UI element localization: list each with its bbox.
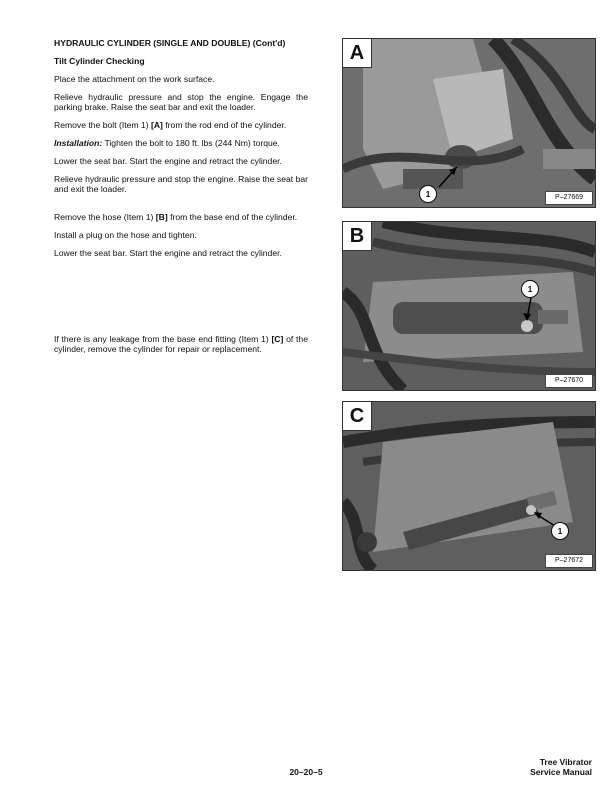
step-install-plug: Install a plug on the hose and tighten. — [54, 230, 197, 240]
step-lower-seat-bar: Lower the seat bar. Start the engine and retract the cylinder. — [54, 156, 282, 166]
manual-title-line1: Tree Vibrator — [539, 757, 592, 767]
step-relieve-pressure-2: Relieve hydraulic pressure and stop the engine. Raise the seat bar and exit the loader. — [54, 174, 308, 194]
instructions-column — [54, 38, 308, 354]
manual-title-line2: Service Manual — [530, 767, 592, 777]
section-heading: HYDRAULIC CYLINDER (SINGLE AND DOUBLE) (Cont'd) — [54, 38, 286, 48]
figure-b-callout: 1 — [521, 280, 539, 298]
figure-a-label: A — [343, 39, 372, 68]
step-place-attachment: Place the attachment on the work surface. — [54, 74, 215, 84]
page-number: 20–20–5 — [289, 767, 323, 777]
figure-b-photo-number: P–27670 — [545, 374, 593, 388]
figure-b-label: B — [343, 222, 372, 251]
installation-label: Installation: — [54, 138, 103, 148]
figure-b-illustration — [343, 222, 595, 390]
figure-a-photo — [342, 38, 596, 208]
figure-c-photo — [342, 401, 596, 571]
figure-c-callout: 1 — [551, 522, 569, 540]
figure-ref-a: [A] — [150, 120, 163, 130]
step-leakage-check: If there is any leakage from the base end fitting (Item 1) [C] of the cylinder, remove the cylinder for repair or replacement. — [54, 334, 308, 354]
step-installation-note: Installation: Tighten the bolt to 180 ft. lbs (244 Nm) torque. — [54, 138, 280, 148]
manual-title — [530, 757, 592, 777]
figure-ref-c: [C] — [271, 334, 284, 344]
figure-a-callout: 1 — [419, 185, 437, 203]
step-lower-seat-bar-2: Lower the seat bar. Start the engine and retract the cylinder. — [54, 248, 282, 258]
figure-a-photo-number: P–27669 — [545, 191, 593, 205]
figure-b-photo — [342, 221, 596, 391]
figure-c-photo-number: P–27672 — [545, 554, 593, 568]
figure-c-label: C — [343, 402, 372, 431]
section-subheading: Tilt Cylinder Checking — [54, 56, 145, 66]
step-relieve-pressure: Relieve hydraulic pressure and stop the engine. Engage the parking brake. Raise the seat bar and exit the loader. — [54, 92, 308, 112]
figure-c-illustration — [343, 402, 595, 570]
figure-ref-b: [B] — [155, 212, 168, 222]
step-remove-hose: Remove the hose (Item 1) [B] from the base end of the cylinder. — [54, 212, 298, 222]
step-remove-bolt: Remove the bolt (Item 1) [A] from the rod end of the cylinder. — [54, 120, 287, 130]
figure-a-illustration — [343, 39, 595, 207]
